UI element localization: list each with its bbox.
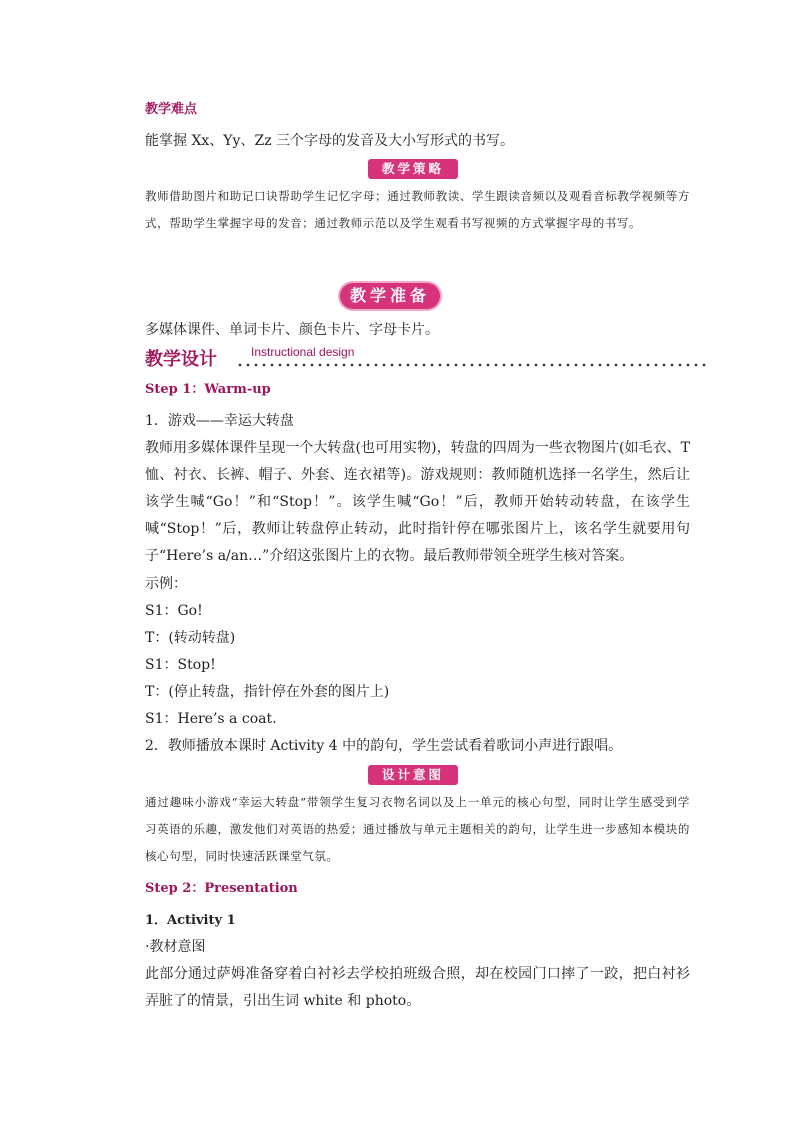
preparation-badge: 教学准备 [340,283,440,309]
strategy-text: 教师借助图片和助记口诀帮助学生记忆字母；通过教师教读、学生跟读音频以及观看音标教学视频等方式，帮助学生掌握字母的发音；通过教师示范以及学生观看书写视频的方式掌握字母的书写。 [145,189,690,230]
intent-text: 通过趣味小游戏“幸运大转盘”带领学生复习衣物名词以及上一单元的核心句型，同时让学生感受到学习英语的乐趣，激发他们对英语的热爱；通过播放与单元主题相关的韵句，让学生进一步感知本模块的核心句型，同时快速活跃课堂气氛。 [145,795,690,863]
difficulty-text: 能掌握 Xx、Yy、Zz 三个字母的发音及大小写形式的书写。 [145,133,515,149]
strategy-badge: 教学策略 [368,159,458,179]
design-title [145,345,355,374]
dialog-line: S1：Go! [145,603,203,619]
intent-badge: 设计意图 [368,765,458,785]
dialog-line: T：(转动转盘) [145,630,236,646]
activity-heading: 1．Activity 1 [145,913,236,928]
design-title-en: Instructional design [251,345,355,359]
step1-heading: Step 1：Warm-up [145,382,271,397]
dialog-line: S1：Stop! [145,657,216,673]
intent-label: ·教材意图 [145,939,206,955]
preparation-text: 多媒体课件、单词卡片、颜色卡片、字母卡片。 [145,322,439,338]
step2-heading: Step 2：Presentation [145,881,298,896]
step1-item2: 2．教师播放本课时 Activity 4 中的韵句，学生尝试看着歌词小声进行跟唱。 [145,738,623,754]
example-label: 示例： [145,576,187,592]
dialog-line: T：(停止转盘，指针停在外套的图片上) [145,684,390,700]
step1-item1-body: 教师用多媒体课件呈现一个大转盘(也可用实物)，转盘的四周为一些衣物图片(如毛衣、T恤、衬衣、长裤、帽子、外套、连衣裙等)。游戏规则：教师随机选择一名学生，然后让该学生喊“Go！”和“Stop！”。该学生喊“Go！”后，教师开始转动转盘，在该学生喊“Stop！”后，教师让转盘停止转动，此时指针停在哪张图片上，该名学生就要用句子“Here’s a/an…”介绍这张图片上的衣物。最后教师带领全班学生核对答案。 [145,440,690,564]
dotted-divider [236,363,706,367]
dialog-line: S1：Here’s a coat. [145,711,277,727]
difficulty-heading: 教学难点 [145,102,198,117]
design-title-cn: 教学设计 [145,349,217,370]
step1-item1-title: 1．游戏——幸运大转盘 [145,413,294,429]
step2-text: 此部分通过萨姆准备穿着白衬衫去学校拍班级合照，却在校园门口摔了一跤，把白衬衫弄脏了的情景，引出生词 white 和 photo。 [145,966,690,1009]
